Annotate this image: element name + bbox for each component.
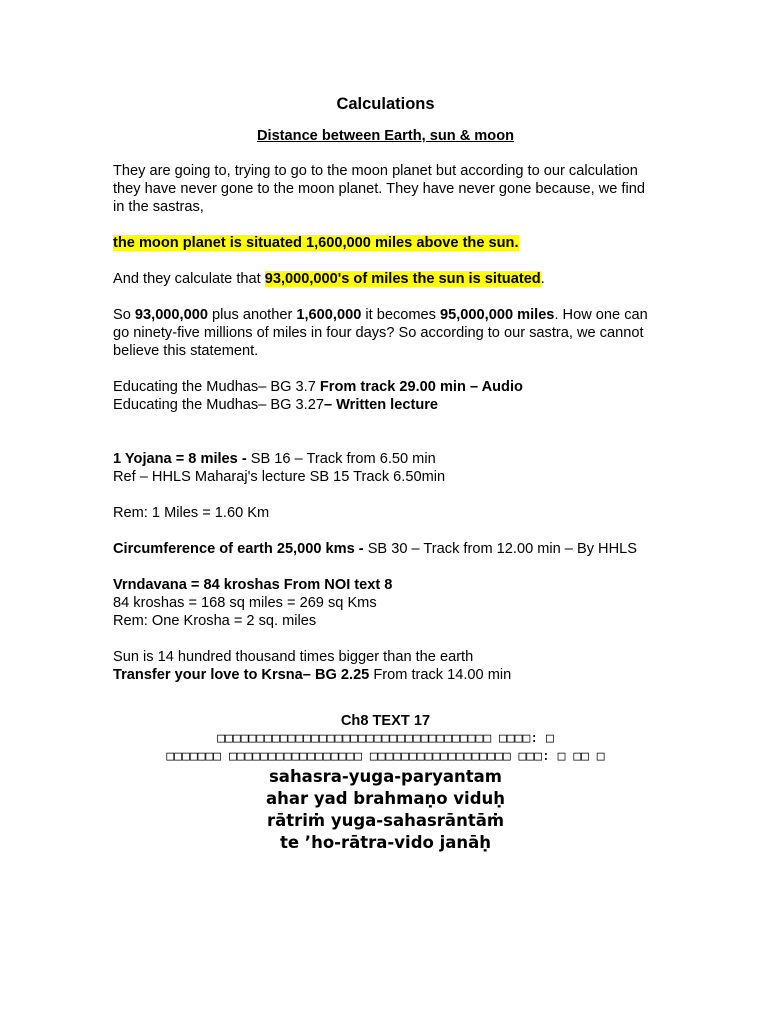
calc-text-3: it becomes <box>361 307 441 323</box>
calculation-paragraph <box>113 306 658 360</box>
document-body <box>113 94 658 854</box>
transfer-line <box>113 666 658 684</box>
devanagari-line-2: □□□□□□□ □□□□□□□□□□□□□□□□□ □□□□□□□□□□□□□□□□□□ □□□: □ □□ □ <box>166 749 605 764</box>
calc-text-4: . How one can go ninety-five millions of miles in four days? So according to our sastra, we cannot believe this statement. <box>113 307 648 359</box>
reference-line-2 <box>113 396 658 414</box>
calc-number-3: 95,000,000 miles <box>440 307 555 323</box>
verse-line-1: sahasra-yuga-paryantam <box>268 767 502 786</box>
intro-paragraph: They are going to, trying to go to the moon planet but according to our calculation they have never gone to the moon planet. They have never gone because, we find in the sastras, <box>113 163 645 215</box>
circumference-text: SB 30 – Track from 12.00 min – By HHLS <box>367 541 637 557</box>
kroshas-line: 84 kroshas = 168 sq miles = 269 sq Kms <box>113 595 377 611</box>
sun-distance-text: And they calculate that <box>113 271 265 287</box>
sun-distance-period: . <box>540 271 545 287</box>
yojana-bold: 1 Yojana = 8 miles - <box>113 451 251 467</box>
remark-miles: Rem: 1 Miles = 1.60 Km <box>113 505 270 521</box>
transfer-text: From track 14.00 min <box>369 667 512 683</box>
reference-2-bold: – Written lecture <box>323 397 439 413</box>
circumference-bold: Circumference of earth 25,000 kms - <box>113 541 368 557</box>
sun-size-line: Sun is 14 hundred thousand times bigger than the earth <box>113 649 474 665</box>
calc-text-2: plus another <box>207 307 297 323</box>
transfer-bold: Transfer your love to Krsna– BG 2.25 <box>113 667 370 683</box>
yojana-line <box>113 450 658 468</box>
verse-heading: Ch8 TEXT 17 <box>340 713 431 729</box>
sun-distance-paragraph <box>113 270 658 288</box>
page-title: Calculations <box>336 95 435 113</box>
moon-highlight: the moon planet is situated 1,600,000 miles above the sun. <box>113 235 519 251</box>
calc-number-2: 1,600,000 <box>296 307 362 323</box>
reference-2-text: Educating the Mudhas– BG 3.27 <box>113 397 324 413</box>
reference-line-1 <box>113 378 658 396</box>
reference-1-text: Educating the Mudhas– BG 3.7 <box>113 379 320 395</box>
vrndavana-line <box>113 576 658 594</box>
reference-line-3: Ref – HHLS Maharaj's lecture SB 15 Track 6.50min <box>113 469 446 485</box>
vrndavana-bold: Vrndavana = 84 kroshas From NOI text 8 <box>113 577 393 593</box>
reference-1-bold: From track 29.00 min – Audio <box>319 379 523 395</box>
verse-line-3: rātriṁ yuga-sahasrāntāṁ <box>266 811 505 830</box>
page-subtitle: Distance between Earth, sun & moon <box>256 128 515 144</box>
sun-distance-highlight: 93,000,000's of miles the sun is situated <box>264 271 541 287</box>
highlight-statement <box>113 234 658 252</box>
devanagari-line-1: □□□□□□□□□□□□□□□□□□□□□□□□□□□□□□□□□□□ □□□□: □ <box>217 731 554 746</box>
calc-text-1: So <box>113 307 135 323</box>
verse-line-2: ahar yad brahmaṇo viduḥ <box>265 789 506 808</box>
circumference-line <box>113 540 658 558</box>
yojana-text: SB 16 – Track from 6.50 min <box>250 451 436 467</box>
remark-krosha: Rem: One Krosha = 2 sq. miles <box>113 613 317 629</box>
calc-number-1: 93,000,000 <box>134 307 208 323</box>
verse-line-4: te ’ho-rātra-vido janāḥ <box>279 833 492 852</box>
